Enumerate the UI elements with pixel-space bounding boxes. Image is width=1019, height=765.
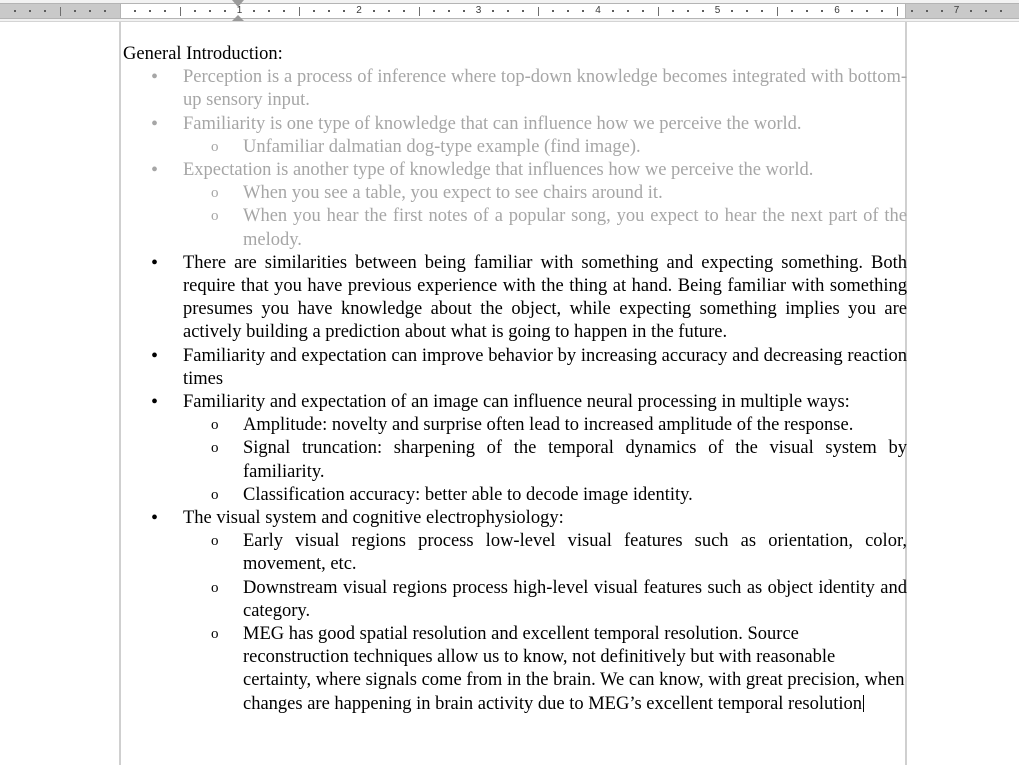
ruler-number-label: 3	[475, 5, 482, 16]
document-canvas[interactable]	[0, 22, 1019, 765]
text-cursor	[863, 695, 864, 712]
list-item-text: Classification accuracy: better able to decode image identity.	[243, 484, 693, 505]
bullet-marker-level2: o	[211, 185, 219, 202]
bullet-marker-level2: o	[211, 579, 219, 596]
bullet-marker-level1: •	[151, 344, 159, 367]
list-item[interactable]	[123, 205, 907, 251]
bullet-marker-level2: o	[211, 138, 219, 155]
list-item[interactable]	[123, 252, 907, 345]
document-page[interactable]	[120, 22, 906, 765]
list-item-text: Familiarity and expectation of an image can influence neural processing in multiple ways:	[183, 392, 850, 413]
list-item-text: Early visual regions process low-level visual features such as orientation, color, movement, etc.	[243, 531, 907, 575]
bullet-marker-level1: •	[151, 507, 159, 530]
list-item-text: The visual system and cognitive electrophysiology:	[183, 508, 564, 529]
list-item[interactable]	[123, 484, 907, 507]
list-item-text: Expectation is another type of knowledge that influences how we perceive the world.	[183, 160, 814, 181]
list-item-text: When you hear the first notes of a popular song, you expect to hear the next part of the melody.	[243, 206, 907, 250]
first-line-indent-marker[interactable]	[232, 0, 244, 7]
ruler-number-label: 1	[236, 5, 243, 16]
bullet-marker-level1: •	[151, 159, 159, 182]
list-item[interactable]	[123, 345, 907, 391]
bullet-marker-level1: •	[151, 251, 159, 274]
list-item-text: Downstream visual regions process high-level visual features such as object identity and category.	[243, 577, 907, 621]
list-item-text: Amplitude: novelty and surprise often lead to increased amplitude of the response.	[243, 415, 854, 436]
list-item-text: There are similarities between being familiar with something and expecting something. Both require that you have previous experience with the thing at hand. Being familiar with something presumes you have knowledge about the object, while expecting something implies you are actively building a prediction about what is going to happen in the future.	[183, 252, 907, 343]
list-item[interactable]	[123, 623, 907, 716]
bullet-marker-level2: o	[211, 626, 219, 643]
hanging-indent-marker[interactable]	[232, 15, 244, 21]
list-item[interactable]	[123, 530, 907, 576]
ruler-right-margin-zone[interactable]	[906, 3, 1019, 19]
list-item-text: Familiarity is one type of knowledge that can influence how we perceive the world.	[183, 113, 802, 134]
list-item[interactable]	[123, 159, 907, 182]
list-item[interactable]	[123, 182, 907, 205]
list-item-text: Signal truncation: sharpening of the temporal dynamics of the visual system by familiarity.	[243, 438, 907, 482]
list-item[interactable]	[123, 437, 907, 483]
bullet-marker-level1: •	[151, 391, 159, 414]
list-item[interactable]	[123, 507, 907, 530]
ruler-left-margin-zone[interactable]	[0, 3, 120, 19]
ruler-number-label: 4	[595, 5, 601, 16]
bullet-marker-level2: o	[211, 533, 219, 550]
bullet-marker-level1: •	[151, 112, 159, 135]
horizontal-ruler[interactable]	[0, 0, 1019, 22]
list-item-text: When you see a table, you expect to see chairs around it.	[243, 183, 663, 204]
document-text-body[interactable]	[123, 43, 907, 716]
ruler-number-label: 7	[953, 5, 960, 16]
list-item[interactable]	[123, 414, 907, 437]
list-item-text: Familiarity and expectation can improve behavior by increasing accuracy and decreasing reaction times	[183, 345, 907, 389]
page-title: General Introduction:	[123, 44, 283, 64]
ruler-number-label: 2	[356, 5, 362, 16]
bullet-list[interactable]	[123, 66, 907, 716]
bullet-marker-level2: o	[211, 486, 219, 503]
ruler-number-label: 6	[834, 5, 840, 16]
bullet-marker-level2: o	[211, 208, 219, 225]
bullet-marker-level2: o	[211, 440, 219, 457]
list-item[interactable]	[123, 113, 907, 136]
left-margin-area	[0, 22, 120, 765]
list-item-text: Unfamiliar dalmatian dog-type example (find image).	[243, 136, 641, 157]
list-item[interactable]	[123, 577, 907, 623]
list-item[interactable]	[123, 136, 907, 159]
list-item-text: MEG has good spatial resolution and excellent temporal resolution. Source reconstruction techniques allow us to know, not definitively but with reasonable certainty, where signals come from in the brain. We can know, with great precision, when changes are happening in brain activity due to MEG’s excellent temporal resolution	[243, 624, 905, 714]
right-margin-area	[906, 22, 1019, 765]
list-item[interactable]	[123, 66, 907, 112]
list-item[interactable]	[123, 391, 907, 414]
bullet-marker-level1: •	[151, 66, 159, 89]
list-item-text: Perception is a process of inference where top-down knowledge becomes integrated with bottom-up sensory input.	[183, 67, 907, 111]
ruler-number-label: 5	[714, 5, 721, 16]
bullet-marker-level2: o	[211, 417, 219, 434]
